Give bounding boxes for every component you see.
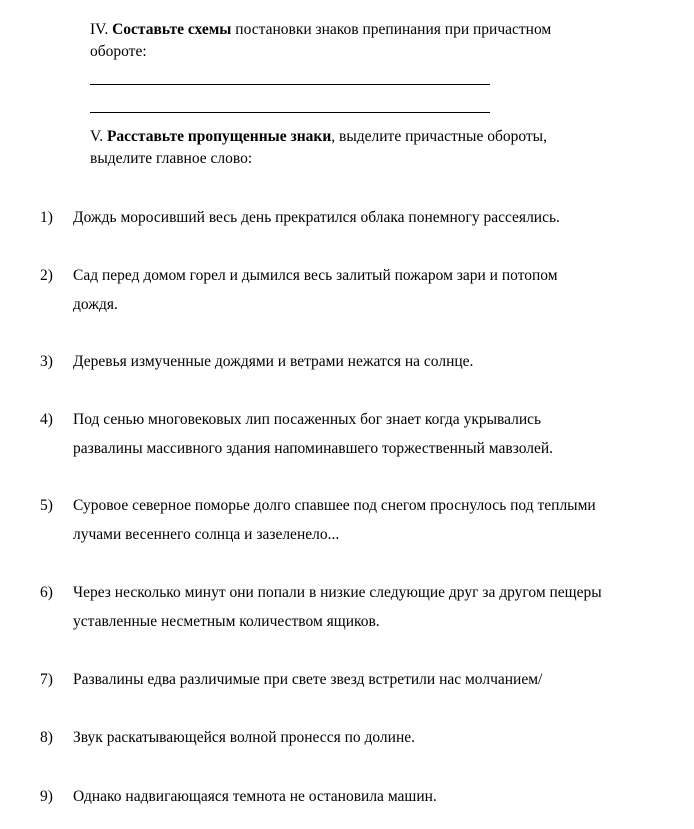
sentence-number: 3) bbox=[40, 353, 53, 370]
sentence-text bbox=[73, 578, 663, 636]
sentence-line: Через несколько минут они попали в низкие следующие друг за другом пещеры bbox=[73, 584, 602, 601]
task-5-bold: Расставьте пропущенные знаки bbox=[106, 128, 332, 145]
sentence-text bbox=[73, 347, 663, 376]
sentence-text bbox=[73, 723, 663, 752]
task-5-rest: , выделите причастные обороты, bbox=[331, 128, 547, 145]
sentence-number: 4) bbox=[40, 411, 53, 428]
sentence-line: развалины массивного здания напоминавшего торжественный мавзолей. bbox=[73, 440, 554, 457]
sentence-text bbox=[73, 261, 663, 319]
task-5-instruction bbox=[90, 126, 620, 170]
task-4-number: IV. bbox=[90, 21, 109, 38]
sentence-line: Под сенью многовековых лип посаженных бог знает когда укрывались bbox=[73, 411, 542, 428]
sentence-number: 9) bbox=[40, 788, 53, 805]
sentence-line: лучами весеннего солнца и зазеленело... bbox=[73, 526, 340, 543]
task-4-rest: постановки знаков препинания при причастном bbox=[231, 21, 552, 38]
task-4-bold: Составьте схемы bbox=[112, 21, 232, 38]
sentence-number: 5) bbox=[40, 497, 53, 514]
sentence-text bbox=[73, 491, 663, 549]
answer-line-2[interactable] bbox=[90, 112, 490, 113]
sentence-text bbox=[73, 405, 663, 463]
answer-line-1[interactable] bbox=[90, 84, 490, 85]
sentence-line: уставленные несметным количеством ящиков. bbox=[73, 613, 380, 630]
sentence-line: Звук раскатывающейся волной пронесся по долине. bbox=[73, 729, 416, 746]
task-4-rest-line2: обороте: bbox=[90, 43, 147, 60]
sentence-number: 1) bbox=[40, 209, 53, 226]
task-4-instruction bbox=[90, 19, 620, 63]
sentence-number: 7) bbox=[40, 671, 53, 688]
task-5-number: V. bbox=[90, 128, 104, 145]
sentence-text bbox=[73, 782, 663, 811]
sentence-line: Дождь моросивший весь день прекратился облака понемногу рассеялись. bbox=[73, 209, 560, 226]
sentence-text bbox=[73, 203, 663, 232]
sentence-number: 8) bbox=[40, 729, 53, 746]
sentence-text bbox=[73, 665, 663, 694]
sentence-line: Развалины едва различимые при свете звезд встретили нас молчанием/ bbox=[73, 671, 543, 688]
sentence-line: Деревья измученные дождями и ветрами нежатся на солнце. bbox=[73, 353, 474, 370]
sentence-line: Сад перед домом горел и дымился весь залитый пожаром зари и потопом bbox=[73, 267, 558, 284]
task-5-rest-line2: выделите главное слово: bbox=[90, 150, 253, 167]
sentence-line: Суровое северное поморье долго спавшее под снегом проснулось под теплыми bbox=[73, 497, 596, 514]
sentence-number: 6) bbox=[40, 584, 53, 601]
sentence-line: дождя. bbox=[73, 296, 118, 313]
sentence-number: 2) bbox=[40, 267, 53, 284]
sentence-line: Однако надвигающаяся темнота не остановила машин. bbox=[73, 788, 437, 805]
